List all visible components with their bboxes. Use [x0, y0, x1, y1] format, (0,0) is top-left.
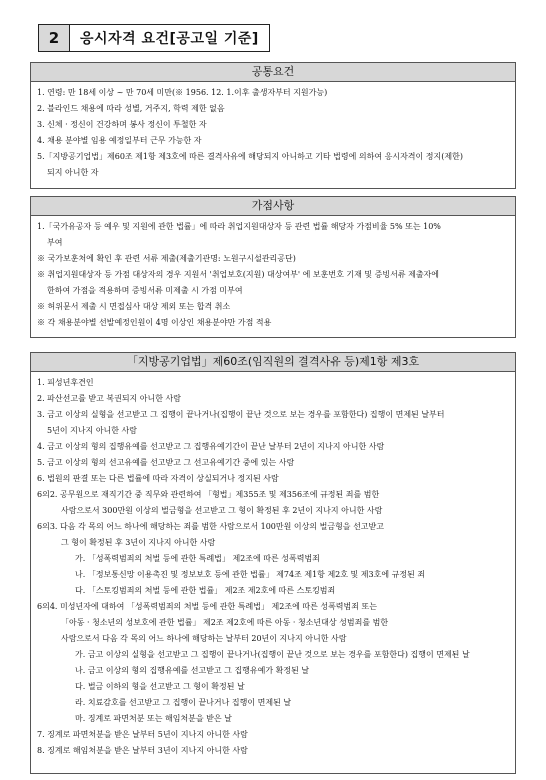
disqualification-item: 5. 금고 이상의 형의 선고유예를 선고받고 그 선고유예기간 중에 있는 사람 [37, 458, 295, 467]
disqualification-item-continued: 사람으로서 300만원 이상의 벌금형을 선고받고 그 형이 확정된 후 2년이 지나지 아니한 사람 [61, 506, 383, 515]
requirement-item: 1. 연령: 만 18세 이상 ~ 만 70세 미만(※ 1956. 12. 1.이후 출생자부터 지원가능) [37, 88, 328, 97]
disqualification-subitem: 다. 벌금 이하의 형을 선고받고 그 형이 확정된 날 [75, 682, 245, 691]
disqualification-header: 「지방공기업법」제60조(임직원의 결격사유 등)제1항 제3호 [31, 353, 515, 372]
bonus-note-continued: 한하여 가점을 적용하며 증빙서류 미제출 시 가점 미부여 [47, 286, 243, 295]
section-number: 2 [39, 25, 70, 51]
disqualification-item: 6의2. 공무원으로 재직기간 중 직무와 관련하여 「형법」제355조 및 제356조에 규정된 죄를 범한 [37, 490, 380, 499]
disqualification-item: 2. 파산선고를 받고 복권되지 아니한 사람 [37, 394, 181, 403]
bonus-note: ※ 각 채용분야별 선발예정인원이 4명 이상인 채용분야만 가점 적용 [37, 318, 272, 327]
disqualification-item: 4. 금고 이상의 형의 집행유예를 선고받고 그 집행유예기간이 끝난 날부터 2년이 지나지 아니한 사람 [37, 442, 385, 451]
disqualification-subitem: 라. 치료감호를 선고받고 그 집행이 끝나거나 집행이 면제된 날 [75, 698, 292, 707]
bonus-note: ※ 취업지원대상자 등 가점 대상자의 경우 지원서 '취업보호(지원) 대상여부' 에 보훈번호 기재 및 증빙서류 제출자에 [37, 270, 439, 279]
bonus-note: ※ 국가보훈처에 확인 후 관련 서류 제출(제출기관명: 노원구시설관리공단) [37, 254, 296, 263]
requirement-item-continued: 되지 아니한 자 [47, 168, 99, 177]
common-requirements-header: 공통요건 [31, 63, 515, 82]
disqualification-subitem: 나. 금고 이상의 형의 집행유예를 선고받고 그 집행유예가 확정된 날 [75, 666, 310, 675]
requirement-item: 2. 블라인드 채용에 따라 성별, 거주지, 학력 제한 없음 [37, 104, 225, 113]
disqualification-item-continued: 5년이 지나지 아니한 사람 [47, 426, 137, 435]
bonus-points-box [30, 196, 516, 338]
common-requirements-box [30, 62, 516, 189]
disqualification-item: 6의3. 다음 각 목의 어느 하나에 해당하는 죄를 범한 사람으로서 100만원 이상의 벌금형을 선고받고 [37, 522, 384, 531]
bonus-item-continued: 부여 [47, 238, 63, 247]
bonus-points-header: 가점사항 [31, 197, 515, 216]
disqualification-item: 6의4. 미성년자에 대하여 「성폭력범죄의 처벌 등에 관한 특례법」 제2조에 따른 성폭력범죄 또는 [37, 602, 377, 611]
disqualification-subitem: 가. 금고 이상의 실형을 선고받고 그 집행이 끝나거나(집행이 끝난 것으로 보는 경우를 포함한다) 집행이 면제된 날 [75, 650, 470, 659]
requirement-item: 3. 신체 · 정신이 건강하며 봉사 정신이 투철한 자 [37, 120, 207, 129]
disqualification-subitem: 마. 징계로 파면처분 또는 해임처분을 받은 날 [75, 714, 232, 723]
disqualification-item: 1. 피성년후견인 [37, 378, 94, 387]
disqualification-item-continued: 그 형이 확정된 후 3년이 지나지 아니한 사람 [61, 538, 216, 547]
disqualification-item: 6. 법원의 판결 또는 다른 법률에 따라 자격이 상실되거나 정지된 사람 [37, 474, 279, 483]
disqualification-box [30, 352, 516, 774]
disqualification-subitem: 다. 「스토킹범죄의 처벌 등에 관한 법률」 제2조 제2호에 따른 스토킹범죄 [75, 586, 336, 595]
disqualification-item-continued: 사람으로서 다음 각 목의 어느 하나에 해당하는 날부터 20년이 지나지 아니한 사람 [61, 634, 347, 643]
disqualification-subitem: 가. 「성폭력범죄의 처벌 등에 관한 특례법」 제2조에 따른 성폭력범죄 [75, 554, 320, 563]
disqualification-item-continued: 「아동 · 청소년의 성보호에 관한 법률」 제2조 제2호에 따른 아동 · 청소년대상 성범죄를 범한 [61, 618, 389, 627]
disqualification-item: 3. 금고 이상의 실형을 선고받고 그 집행이 끝나거나(집행이 끝난 것으로 보는 경우를 포함한다) 집행이 면제된 날부터 [37, 410, 445, 419]
disqualification-item: 7. 징계로 파면처분을 받은 날부터 5년이 지나지 아니한 사람 [37, 730, 248, 739]
section-title: 응시자격 요건[공고일 기준] [80, 31, 259, 47]
disqualification-item: 8. 징계로 해임처분을 받은 날부터 3년이 지나지 아니한 사람 [37, 746, 248, 755]
disqualification-subitem: 나. 「정보통신망 이용촉진 및 정보보호 등에 관한 법률」 제74조 제1항 제2호 및 제3호에 규정된 죄 [75, 570, 426, 579]
bonus-note: ※ 허위문서 제출 시 면접심사 대상 제외 또는 합격 취소 [37, 302, 231, 311]
bonus-item: 1.「국가유공자 등 예우 및 지원에 관한 법률」에 따라 취업지원대상자 등 관련 법률 해당자 가점비율 5% 또는 10% [37, 222, 441, 231]
requirement-item: 5.「지방공기업법」제60조 제1항 제3호에 따른 결격사유에 해당되지 아니하고 기타 법령에 의하여 응시자격이 정지(제한) [37, 152, 463, 161]
requirement-item: 4. 채용 분야별 임용 예정일부터 근무 가능한 자 [37, 136, 202, 145]
section-heading [38, 24, 270, 52]
